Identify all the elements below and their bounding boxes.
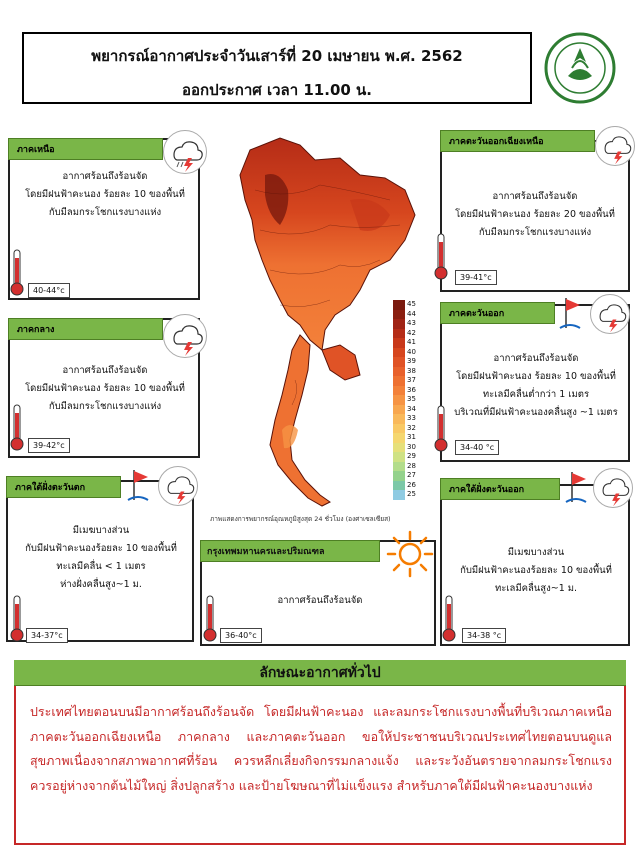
map-caption: ภาพแสดงการพยากรณ์อุณหภูมิสูงสุด 24 ชั่วโมง (องศาเซลเซียส)	[210, 515, 391, 523]
legend-swatch	[393, 405, 405, 415]
region-text-east	[444, 350, 628, 422]
sun-icon	[384, 528, 436, 580]
legend-label: 42	[407, 328, 416, 337]
text-line: กับมีฝนฟ้าคะนองร้อยละ 10 ของพื้นที่	[460, 565, 612, 576]
legend-swatch	[393, 357, 405, 367]
legend-label: 34	[407, 404, 416, 413]
text-line: อากาศร้อนถึงร้อนจัด	[277, 595, 363, 606]
legend-label: 29	[407, 452, 416, 461]
small-craft-warning-flag-icon	[124, 468, 152, 504]
legend-label: 45	[407, 300, 416, 308]
temperature-color-legend	[393, 300, 419, 500]
legend-label: 40	[407, 347, 416, 356]
temp-range-south-west: 34-37°c	[26, 628, 68, 643]
text-line: กับมีลมกระโชกแรงบางแห่ง	[478, 227, 592, 238]
thunderstorm-icon	[163, 314, 207, 358]
legend-swatch	[393, 471, 405, 481]
legend-swatch	[393, 319, 405, 329]
region-text-northeast	[444, 188, 626, 242]
small-craft-warning-flag-icon	[556, 296, 584, 332]
thermometer-icon	[203, 594, 217, 642]
thunderstorm-icon	[590, 294, 630, 334]
region-title-northeast: ภาคตะวันออกเฉียงเหนือ	[440, 130, 595, 152]
legend-label: 25	[407, 490, 416, 499]
text-line: ห่างฝั่งคลื่นสูง~1 ม.	[60, 579, 142, 590]
region-title-east: ภาคตะวันออก	[440, 302, 555, 324]
legend-swatch	[393, 367, 405, 377]
text-line: กับมีฝนฟ้าคะนองร้อยละ 10 ของพื้นที่	[25, 543, 177, 554]
meteorological-department-logo	[544, 32, 616, 104]
legend-swatch	[393, 433, 405, 443]
legend-swatch	[393, 424, 405, 434]
thunderstorm-icon	[595, 126, 635, 166]
text-line: โดยมีฝนฟ้าคะนอง ร้อยละ 20 ของพื้นที่	[455, 209, 615, 220]
legend-label: 28	[407, 461, 416, 470]
region-text-north	[12, 168, 198, 222]
small-craft-warning-flag-icon	[562, 470, 590, 506]
text-line: กับมีลมกระโชกแรงบางแห่ง	[48, 401, 162, 412]
text-line: อากาศร้อนถึงร้อนจัด	[493, 353, 579, 364]
legend-label: 39	[407, 357, 416, 366]
legend-swatch	[393, 376, 405, 386]
legend-swatch	[393, 490, 405, 500]
legend-swatch	[393, 300, 405, 310]
region-title-central: ภาคกลาง	[8, 318, 163, 340]
legend-label: 38	[407, 366, 416, 375]
issue-time: ออกประกาศ เวลา 11.00 น.	[182, 81, 372, 99]
thermometer-icon	[10, 403, 24, 451]
text-line: ทะเลมีคลื่นสูง~1 ม.	[494, 583, 578, 594]
legend-label: 32	[407, 423, 416, 432]
region-title-south-west: ภาคใต้ฝั่งตะวันตก	[6, 476, 121, 498]
legend-swatch	[393, 386, 405, 396]
temp-range-central: 39-42°c	[28, 438, 70, 453]
text-line: มีเมฆบางส่วน	[507, 547, 565, 558]
temp-range-northeast: 39-41°c	[455, 270, 497, 285]
legend-swatch	[393, 395, 405, 405]
text-line: ทะเลมีคลื่นต่ำกว่า 1 เมตร	[482, 389, 590, 400]
legend-label: 31	[407, 433, 416, 442]
text-line: โดยมีฝนฟ้าคะนอง ร้อยละ 10 ของพื้นที่	[25, 383, 185, 394]
legend-label: 27	[407, 471, 416, 480]
legend-swatch	[393, 452, 405, 462]
thunderstorm-icon	[158, 466, 198, 506]
legend-label: 37	[407, 376, 416, 385]
general-title: ลักษณะอากาศทั่วไป	[259, 665, 381, 681]
legend-label: 26	[407, 480, 416, 489]
region-text-bangkok	[210, 592, 430, 610]
legend-label: 44	[407, 309, 416, 318]
text-line: โดยมีฝนฟ้าคะนอง ร้อยละ 10 ของพื้นที่	[25, 189, 185, 200]
legend-label: 43	[407, 319, 416, 328]
temp-range-bangkok: 36-40°c	[220, 628, 262, 643]
legend-label: 41	[407, 338, 416, 347]
forecast-header	[22, 32, 532, 104]
text-line: โดยมีฝนฟ้าคะนอง ร้อยละ 10 ของพื้นที่	[456, 371, 616, 382]
legend-swatch	[393, 443, 405, 453]
text-line: อากาศร้อนถึงร้อนจัด	[62, 171, 148, 182]
legend-swatch	[393, 329, 405, 339]
text-line: อากาศร้อนถึงร้อนจัด	[492, 191, 578, 202]
temp-range-south-east: 34-38 °c	[462, 628, 506, 643]
legend-label: 36	[407, 385, 416, 394]
general-title-bar	[14, 660, 626, 686]
temp-range-north: 40-44°c	[28, 283, 70, 298]
legend-swatch	[393, 462, 405, 472]
text-line: ทะเลมีคลื่น < 1 เมตร	[56, 561, 146, 572]
region-text-south-west	[10, 522, 192, 594]
legend-swatch	[393, 338, 405, 348]
region-text-south-east	[444, 544, 628, 598]
legend-swatch	[393, 310, 405, 320]
text-line: อากาศร้อนถึงร้อนจัด	[62, 365, 148, 376]
region-text-central	[12, 362, 198, 416]
legend-swatch	[393, 348, 405, 358]
thermometer-icon	[10, 248, 24, 296]
legend-swatch	[393, 481, 405, 491]
general-weather-text: ประเทศไทยตอนบนมีอากาศร้อนถึงร้อนจัด โดยมีฝนฟ้าคะนอง และลมกระโชกแรงบางพื้นที่บริเวณภาคเหนือ ภาคตะวันออกเฉียงเหนือ ภาคกลาง และภาคตะวันออก ขอให้ประชาชนบริเวณประเทศไทยตอนบนดูแลสุขภาพเนื่องจากสภาพอากาศที่ร้อน ควรหลีกเลี่ยงกิจกรรมกลางแจ้ง และระวังอันตรายจากลมกระโชกแรง ควรอยู่ห่างจากต้นไม้ใหญ่ สิ่งปลูกสร้าง และป้ายโฆษณาที่ไม่แข็งแรง สำหรับภาคใต้มีฝนฟ้าคะนองบางแห่ง	[30, 704, 612, 793]
thermometer-icon	[442, 594, 456, 642]
thunderstorm-icon	[593, 468, 633, 508]
legend-label: 33	[407, 414, 416, 423]
text-line: มีเมฆบางส่วน	[72, 525, 130, 536]
legend-label: 35	[407, 395, 416, 404]
temp-range-east: 34-40 °c	[455, 440, 499, 455]
region-title-south-east: ภาคใต้ฝั่งตะวันออก	[440, 478, 560, 500]
legend-label: 30	[407, 442, 416, 451]
text-line: กับมีลมกระโชกแรงบางแห่ง	[48, 207, 162, 218]
region-title-bangkok: กรุงเทพมหานครและปริมณฑล	[200, 540, 380, 562]
region-title-north: ภาคเหนือ	[8, 138, 163, 160]
forecast-title: พยากรณ์อากาศประจำวันเสาร์ที่ 20 เมษายน พ.ศ. 2562	[91, 47, 463, 65]
legend-swatch	[393, 414, 405, 424]
thermometer-icon	[10, 594, 24, 642]
text-line: บริเวณที่มีฝนฟ้าคะนองคลื่นสูง ~1 เมตร	[454, 407, 618, 418]
